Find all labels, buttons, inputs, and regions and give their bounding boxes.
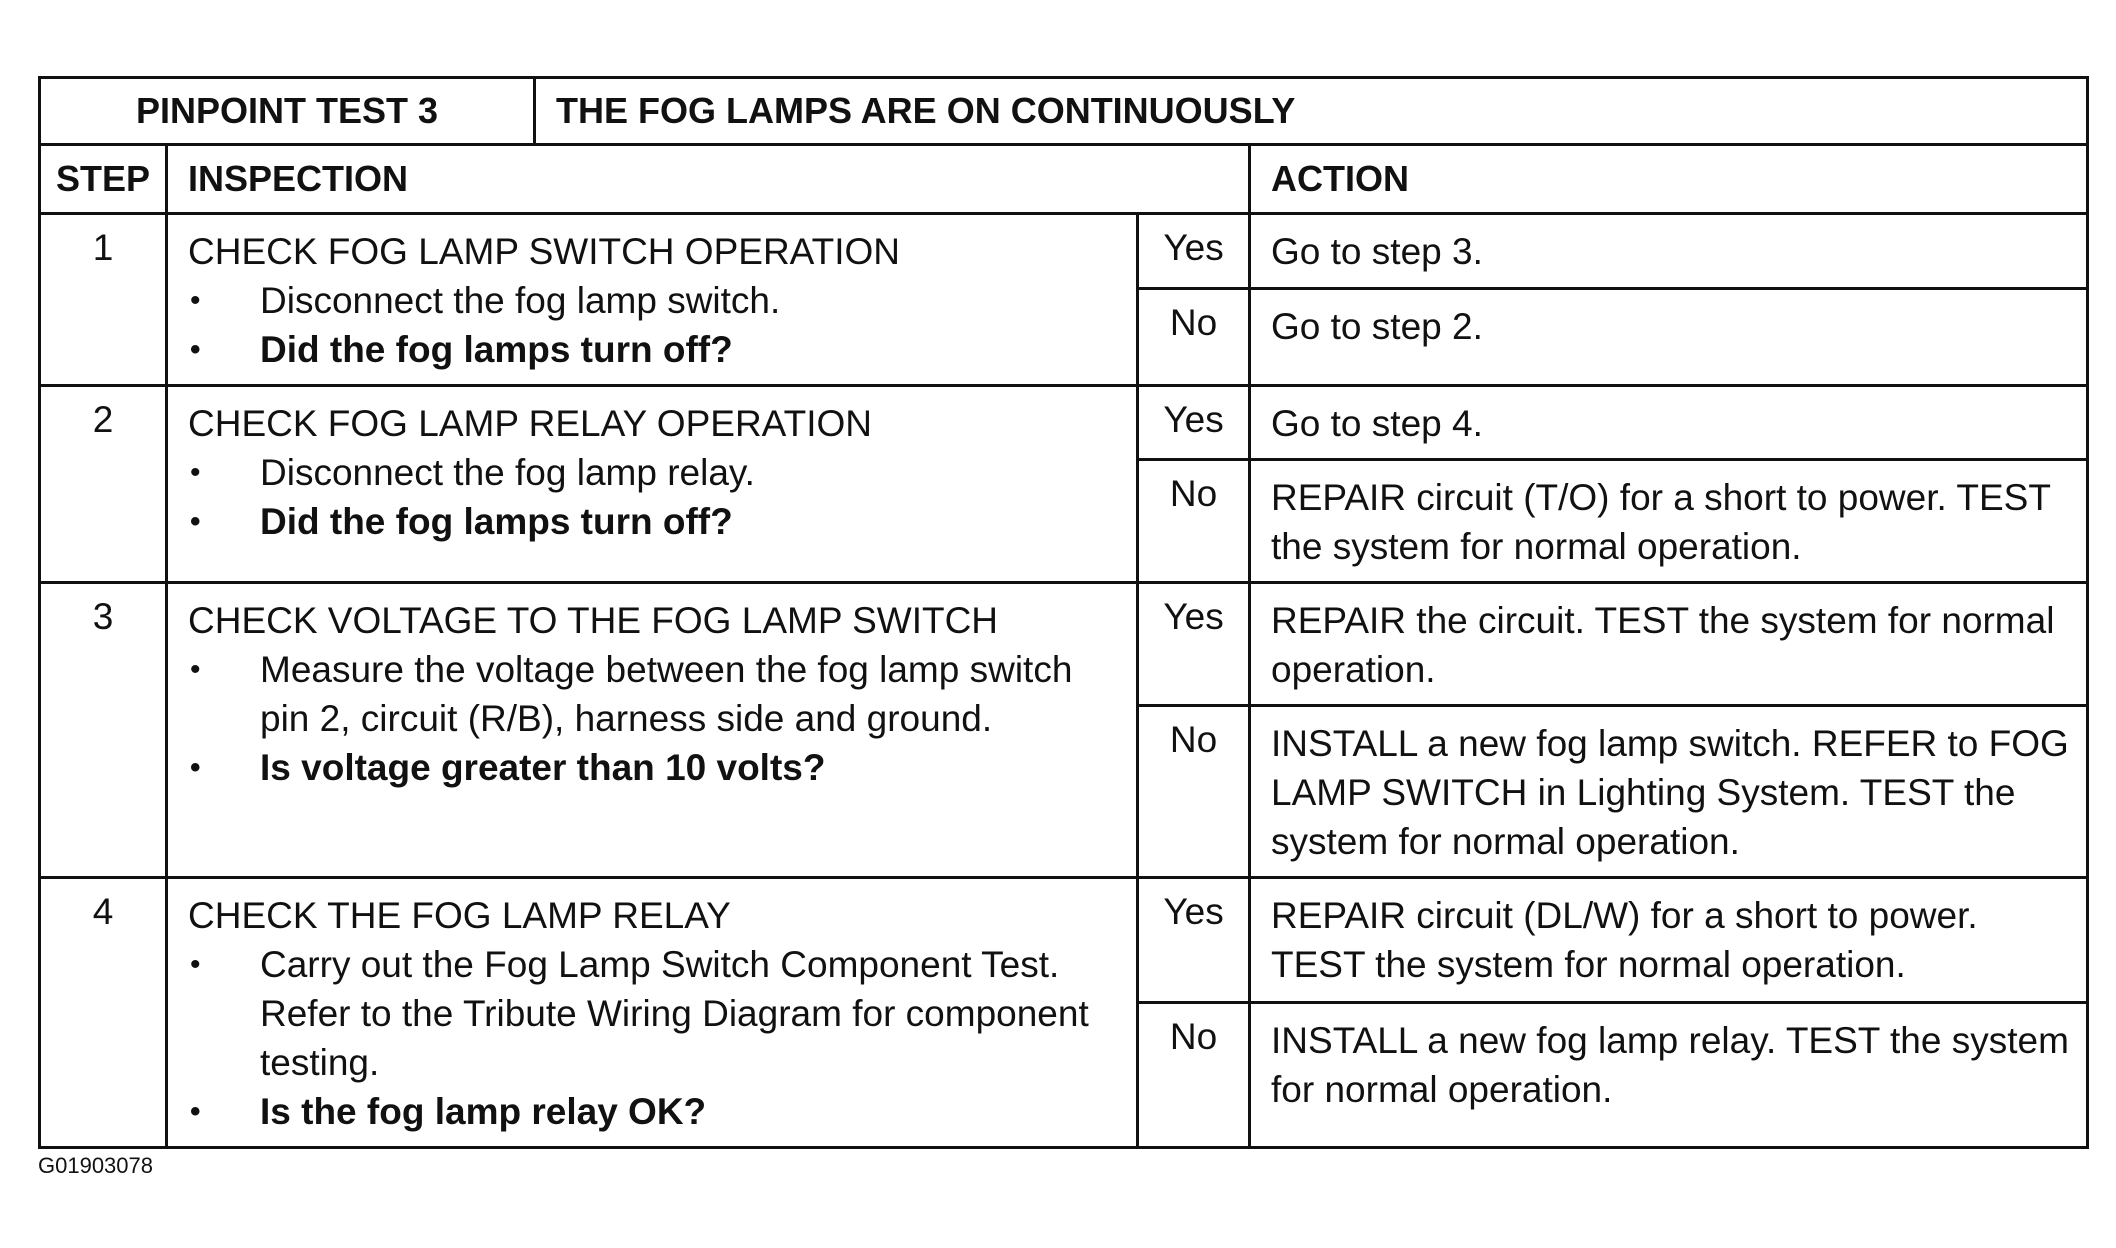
step-3-inspection (167, 583, 1138, 878)
figure-id: G01903078 (38, 1153, 153, 1178)
step-number: 3 (40, 583, 167, 878)
inspection-question: • Did the fog lamps turn off? (188, 325, 1122, 374)
step-3-yes-row (40, 583, 2088, 706)
inspection-bullet: • Disconnect the fog lamp relay. (188, 448, 1122, 497)
step-2-yes-row (40, 386, 2088, 460)
header-row (40, 145, 2088, 214)
no-label: No (1138, 706, 1250, 878)
inspection-heading: CHECK FOG LAMP RELAY OPERATION (188, 403, 872, 444)
no-label: No (1138, 460, 1250, 583)
inspection-header: INSPECTION (167, 145, 1250, 214)
title-row (40, 78, 2088, 145)
step-1-inspection (167, 214, 1138, 386)
step-number: 4 (40, 878, 167, 1148)
inspection-bullet: • Disconnect the fog lamp switch. (188, 276, 1122, 325)
step-header: STEP (40, 145, 167, 214)
yes-label: Yes (1138, 878, 1250, 1003)
no-action: REPAIR circuit (T/O) for a short to power. TEST the system for normal operation. (1250, 460, 2088, 583)
step-2-inspection (167, 386, 1138, 583)
inspection-question: • Is voltage greater than 10 volts? (188, 743, 1122, 792)
step-number: 1 (40, 214, 167, 386)
step-4-inspection (167, 878, 1138, 1148)
inspection-heading: CHECK VOLTAGE TO THE FOG LAMP SWITCH (188, 600, 999, 641)
pinpoint-test-document (38, 76, 2086, 1149)
test-label: PINPOINT TEST 3 (40, 78, 535, 145)
no-label: No (1138, 1003, 1250, 1148)
inspection-question: • Is the fog lamp relay OK? (188, 1087, 1122, 1136)
step-4-yes-row (40, 878, 2088, 1003)
inspection-heading: CHECK FOG LAMP SWITCH OPERATION (188, 231, 900, 272)
inspection-heading: CHECK THE FOG LAMP RELAY (188, 895, 731, 936)
yes-action: Go to step 3. (1250, 214, 2088, 289)
inspection-bullet: • Carry out the Fog Lamp Switch Component Test. Refer to the Tribute Wiring Diagram for component testing. (188, 940, 1122, 1087)
yes-label: Yes (1138, 214, 1250, 289)
action-header: ACTION (1250, 145, 2088, 214)
no-action: Go to step 2. (1250, 288, 2088, 385)
pinpoint-test-table (38, 76, 2089, 1149)
yes-label: Yes (1138, 386, 1250, 460)
no-label: No (1138, 288, 1250, 385)
yes-label: Yes (1138, 583, 1250, 706)
yes-action: Go to step 4. (1250, 386, 2088, 460)
no-action: INSTALL a new fog lamp switch. REFER to FOG LAMP SWITCH in Lighting System. TEST the system for normal operation. (1250, 706, 2088, 878)
yes-action: REPAIR the circuit. TEST the system for normal operation. (1250, 583, 2088, 706)
yes-action: REPAIR circuit (DL/W) for a short to power. TEST the system for normal operation. (1250, 878, 2088, 1003)
step-1-yes-row (40, 214, 2088, 289)
inspection-bullet: • Measure the voltage between the fog lamp switch pin 2, circuit (R/B), harness side and ground. (188, 645, 1122, 743)
inspection-question: • Did the fog lamps turn off? (188, 497, 1122, 546)
step-number: 2 (40, 386, 167, 583)
no-action: INSTALL a new fog lamp relay. TEST the system for normal operation. (1250, 1003, 2088, 1148)
test-description: THE FOG LAMPS ARE ON CONTINUOUSLY (535, 78, 2088, 145)
